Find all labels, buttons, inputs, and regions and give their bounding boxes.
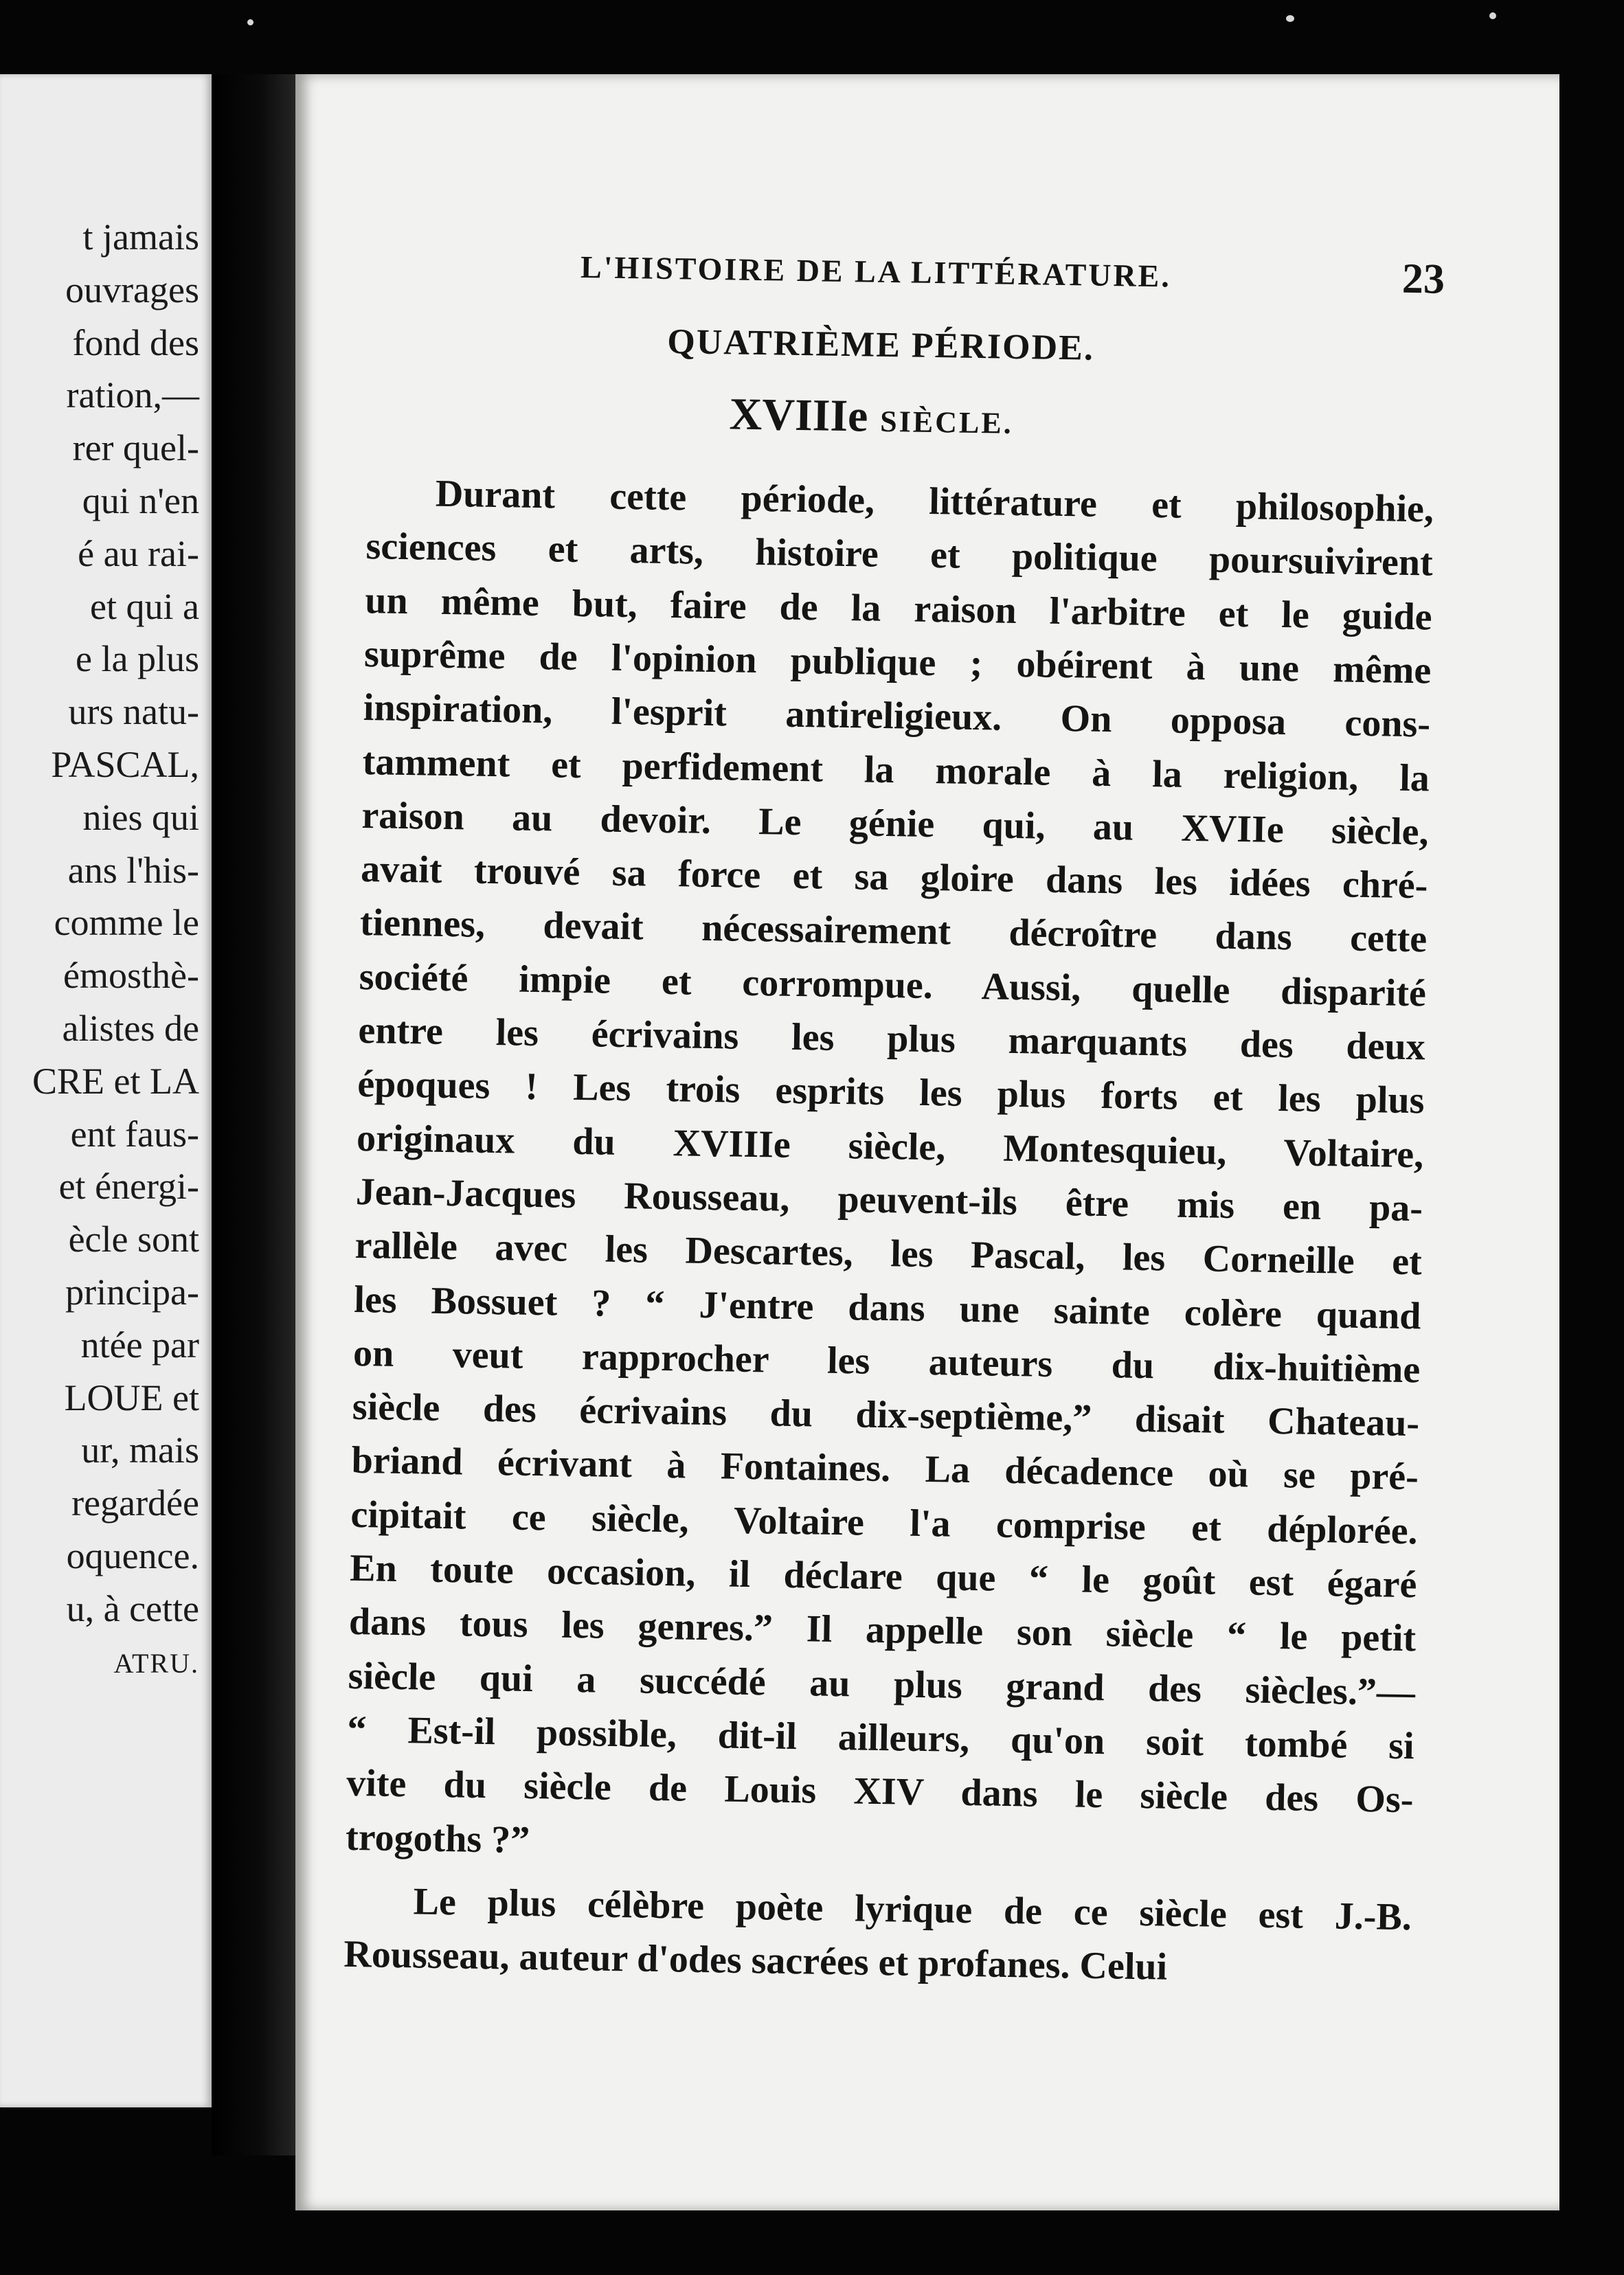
left-page-line: fond des (72, 321, 199, 363)
previous-page (0, 74, 212, 2107)
body-text-line: entre les écrivains les plus marquants des deux (358, 1009, 1426, 1069)
scan-speck (247, 19, 253, 25)
left-page-line: et qui a (90, 585, 199, 627)
left-page-line: émosthè- (63, 955, 199, 997)
body-text-line: les Bossuet ? “ J'entre dans une sainte colère quand (353, 1278, 1421, 1337)
body-text-line: avait trouvé sa force et sa gloire dans les idées chré- (360, 848, 1428, 907)
century-heading (729, 388, 1013, 444)
body-text-line: on veut rapprocher les auteurs du dix-huitième (352, 1331, 1421, 1392)
left-page-line: nies qui (82, 796, 199, 838)
body-text-line: Durant cette période, littérature et philosophie, (435, 472, 1434, 531)
body-text-line: sciences et arts, histoire et politique poursuivirent (365, 525, 1434, 585)
body-text-line: un même but, faire de la raison l'arbitre et le guide (364, 578, 1432, 639)
body-text-line: raison au devoir. Le génie qui, au XVIIe siècle, (361, 793, 1430, 854)
body-text-line: dans tous les genres.” Il appelle son siècle “ le petit (348, 1600, 1417, 1660)
body-text-line: vite du siècle de Louis XIV dans le siècle des Os- (346, 1762, 1414, 1822)
left-page-line: qui n'en (82, 480, 199, 521)
book-page (295, 74, 1559, 2210)
body-text-line: Jean-Jacques Rousseau, peuvent-ils être mis en pa- (355, 1170, 1423, 1230)
body-text-line: Le plus célèbre poète lyrique de ce siècle est J.-B. (413, 1880, 1412, 1939)
body-text-line: cipitait ce siècle, Voltaire l'a comprise et déplorée. (350, 1493, 1419, 1553)
page-number: 23 (1401, 255, 1445, 303)
left-page-line: e la plus (76, 638, 199, 680)
left-page-line: ent faus- (70, 1113, 199, 1155)
body-text-line: suprême de l'opinion publique ; obéirent à une même (363, 632, 1432, 692)
body-text-line: En toute occasion, il déclare que “ le goût est égaré (349, 1546, 1417, 1607)
body-text-line: “ Est-il possible, dit-il ailleurs, qu'on soit tombé si (347, 1708, 1415, 1768)
left-page-line: oquence. (66, 1535, 199, 1576)
left-page-line: rer quel- (72, 427, 199, 469)
left-page-line: urs natu- (68, 691, 199, 733)
left-page-line: ans l'his- (67, 849, 199, 891)
left-page-line: ouvrages (65, 269, 199, 310)
body-text-line: époques ! Les trois esprits les plus forts et les plus (357, 1063, 1425, 1122)
body-text-line: originaux du XVIIIe siècle, Montesquieu, Voltaire, (356, 1116, 1424, 1176)
left-page-line: é au rai- (78, 532, 199, 574)
left-page-line: principa- (65, 1271, 199, 1313)
century-number: XVIIIe (729, 389, 868, 442)
body-text-line: trogoths ?” (345, 1815, 530, 1861)
scan-speck (1489, 12, 1496, 19)
body-text-line: tiennes, devait nécessairement décroître dans cette (359, 901, 1428, 961)
left-page-line: ntée par (80, 1324, 199, 1366)
left-page-line: t jamais (82, 216, 199, 258)
left-page-line: LOUE et (64, 1377, 199, 1418)
body-text-line: rallèle avec les Descartes, les Pascal, les Corneille et (354, 1224, 1423, 1284)
left-page-line: ration,— (66, 374, 199, 416)
left-page-line: regardée (71, 1482, 199, 1524)
scan-speck (1286, 15, 1294, 22)
left-page-line: PASCAL, (51, 744, 199, 785)
left-page-line: CRE et LA (32, 1060, 199, 1102)
left-page-line: ATRU. (113, 1647, 199, 1679)
left-page-line: u, à cette (66, 1587, 199, 1629)
body-text-line: société impie et corrompue. Aussi, quelle disparité (359, 955, 1427, 1015)
body-text-line: tamment et perfidement la morale à la religion, la (362, 740, 1430, 800)
left-page-line: comme le (54, 902, 199, 944)
left-page-line: ur, mais (81, 1429, 199, 1471)
century-word: SIÈCLE. (879, 404, 1014, 440)
body-text-line: siècle des écrivains du dix-septième,” disait Chateau- (352, 1385, 1420, 1445)
left-page-line: ècle sont (68, 1219, 199, 1260)
body-text-line: siècle qui a succédé au plus grand des siècles.”— (348, 1654, 1416, 1714)
running-head: L'HISTOIRE DE LA LITTÉRATURE. (580, 249, 1172, 294)
body-text-line: inspiration, l'esprit antireligieux. On opposa cons- (363, 686, 1431, 746)
body-text-line: briand écrivant à Fontaines. La décadence où se pré- (351, 1439, 1419, 1499)
page-content (275, 65, 1573, 2221)
left-page-line: et énergi- (58, 1166, 199, 1208)
left-page-line: alistes de (62, 1008, 199, 1049)
period-title: QUATRIÈME PÉRIODE. (666, 321, 1095, 368)
body-text-line: Rousseau, auteur d'odes sacrées et profanes. Celui (343, 1932, 1168, 1989)
